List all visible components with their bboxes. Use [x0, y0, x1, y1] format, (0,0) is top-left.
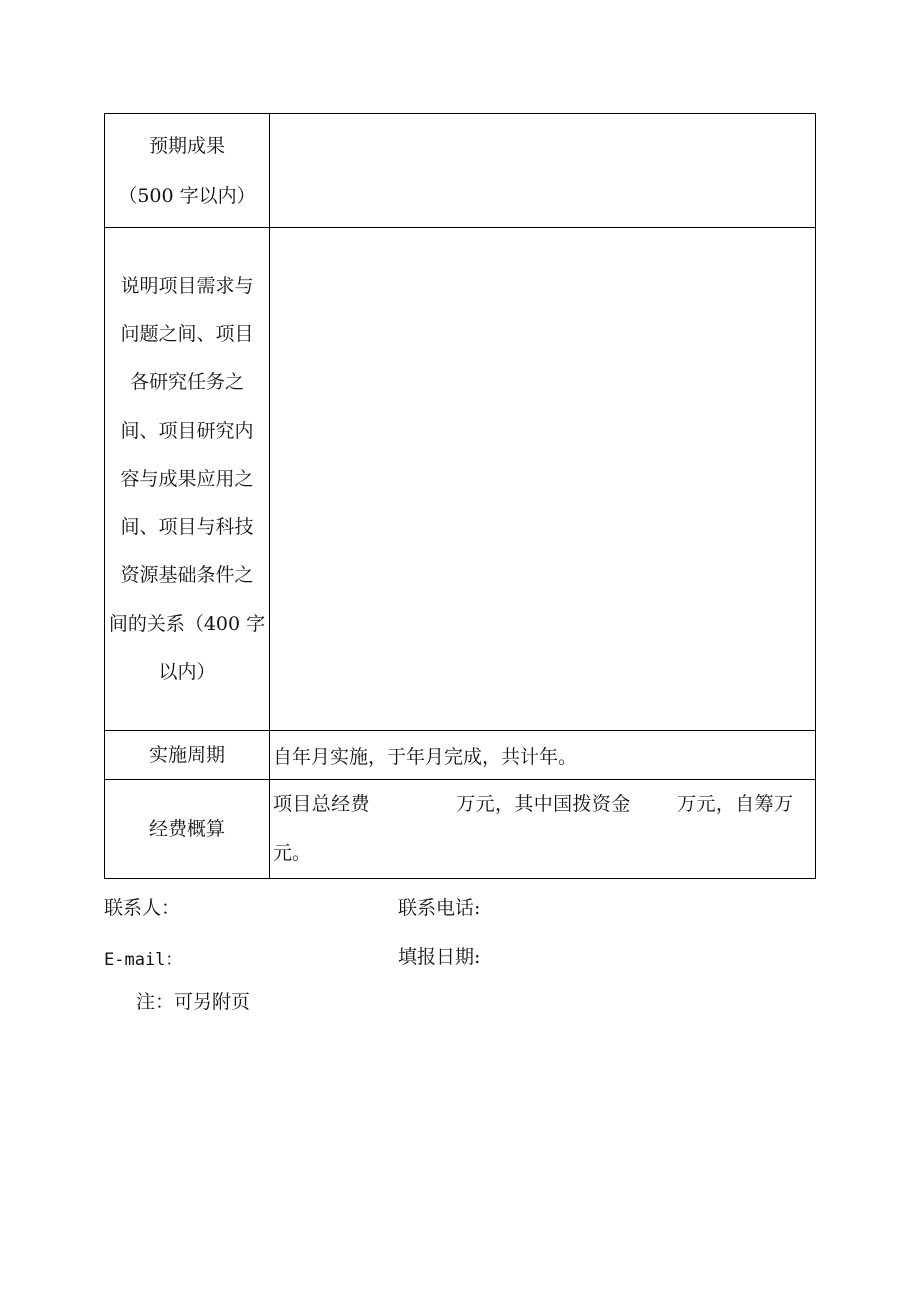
- attachment-note: 注：可另附页: [136, 991, 251, 1013]
- relationship-label-line: 间、项目与科技: [120, 516, 254, 539]
- email-label: E-mail：: [104, 950, 183, 970]
- relationship-label-line: 容与成果应用之: [120, 467, 254, 490]
- expected-outcome-label: 预期成果: [148, 134, 225, 157]
- budget-label: 经费概算: [105, 780, 270, 879]
- contact-person-label: 联系人：: [104, 897, 181, 919]
- contact-phone-label: 联系电话:: [398, 897, 481, 919]
- relationship-label-line: 以内）: [158, 660, 216, 683]
- expected-outcome-row: [105, 114, 816, 228]
- relationship-label-line: 问题之间、项目: [120, 323, 254, 346]
- fill-date-label: 填报日期:: [398, 946, 481, 968]
- application-form-table: [104, 113, 816, 879]
- budget-field[interactable]: [270, 780, 816, 879]
- budget-total-label: 项目总经费: [273, 793, 370, 815]
- budget-text: [273, 780, 793, 878]
- budget-row: [105, 780, 816, 879]
- relationship-label-cell: [105, 228, 270, 731]
- budget-self-raised-label: 万元，自筹万元。: [273, 793, 793, 864]
- relationship-label-line: 资源基础条件之: [120, 564, 254, 587]
- implementation-period-label: 实施周期: [105, 731, 270, 780]
- relationship-label-line: 间、项目研究内: [120, 419, 254, 442]
- relationship-field[interactable]: [270, 228, 816, 731]
- implementation-period-row: [105, 731, 816, 780]
- relationship-label-line: 说明项目需求与: [120, 275, 254, 298]
- implementation-period-field[interactable]: 自年月实施，于年月完成，共计年。: [270, 731, 816, 780]
- expected-outcome-limit: （500 字以内）: [118, 184, 256, 207]
- relationship-label-line: 各研究任务之: [129, 371, 244, 394]
- expected-outcome-field[interactable]: [270, 114, 816, 228]
- relationship-row: [105, 228, 816, 731]
- budget-national-label: 万元，其中国拨资金: [455, 793, 631, 815]
- expected-outcome-label-cell: [105, 114, 270, 228]
- relationship-label-line: 间的关系（400 字: [108, 612, 266, 635]
